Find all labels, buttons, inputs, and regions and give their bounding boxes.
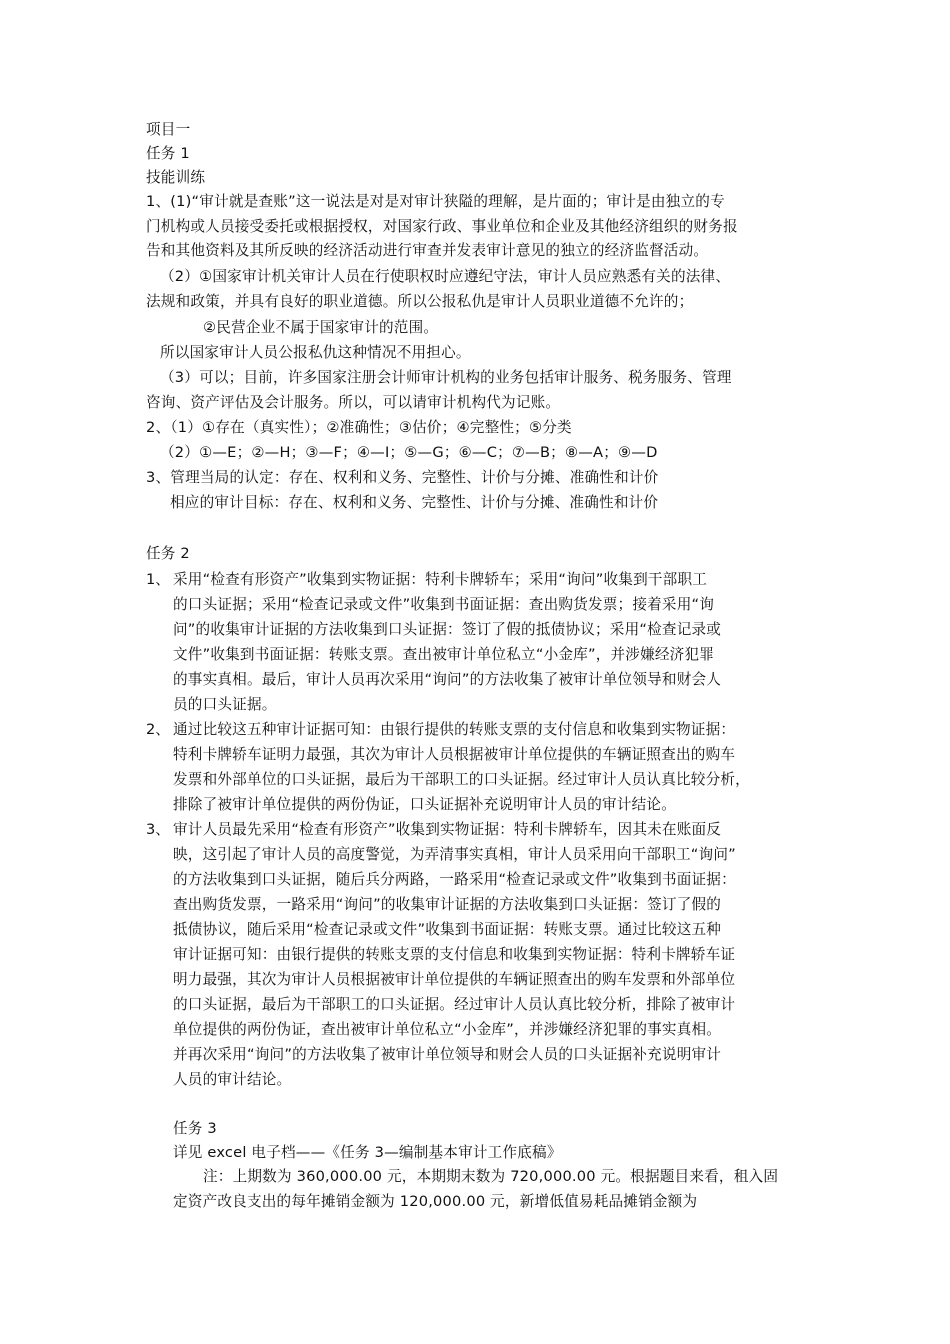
task2-item-number: 3、 [146, 821, 170, 838]
task2-item-line: 审计人员最先采用“检查有形资产”收集到实物证据：特利卡牌轿车，因其未在账面反 [173, 821, 722, 838]
task2-item-line: 审计证据可知：由银行提供的转账支票的支付信息和收集到实物证据：特利卡牌轿车证 [173, 946, 736, 963]
task3-title: 任务 3 [173, 1120, 217, 1137]
task2-item-line: 问”的收集审计证据的方法收集到口头证据：签订了假的抵债协议；采用“检查记录或 [173, 621, 722, 638]
document-heading: 项目一 [146, 121, 191, 138]
task1-line: （2）①国家审计机关审计人员在行使职权时应遵纪守法，审计人员应熟悉有关的法律、 [160, 268, 731, 285]
task1-title: 任务 1 [146, 145, 190, 162]
task1-line: 所以国家审计人员公报私仇这种情况不用担心。 [160, 344, 471, 361]
task2-item-line: 文件”收集到书面证据：转账支票。查出被审计单位私立“小金库”，并涉嫌经济犯罪 [173, 646, 715, 663]
task1-line: （2）①—E；②—H；③—F；④—I；⑤—G；⑥—C；⑦—B；⑧—A；⑨—D [160, 444, 658, 461]
task1-line: ②民营企业不属于国家审计的范围。 [203, 319, 439, 336]
task2-item-line: 单位提供的两份伪证，查出被审计单位私立“小金库”，并涉嫌经济犯罪的事实真相。 [173, 1021, 722, 1038]
task2-item-line: 明力最强，其次为审计人员根据被审计单位提供的车辆证照查出的购车发票和外部单位 [173, 971, 736, 988]
task1-line: 告和其他资料及其所反映的经济活动进行审查并发表审计意见的独立的经济监督活动。 [146, 242, 709, 259]
task2-item-line: 排除了被审计单位提供的两份伪证，口头证据补充说明审计人员的审计结论。 [173, 796, 676, 813]
task2-item-line: 映，这引起了审计人员的高度警觉，为弄清事实真相，审计人员采用向干部职工“询问” [173, 846, 736, 863]
task3-line: 详见 excel 电子档——《任务 3—编制基本审计工作底稿》 [173, 1144, 562, 1161]
task2-item-line: 人员的审计结论。 [173, 1071, 292, 1088]
task2-item-line: 的口头证据；采用“检查记录或文件”收集到书面证据：查出购货发票；接着采用“询 [173, 596, 715, 613]
task2-item-number: 1、 [146, 571, 170, 588]
task2-item-line: 的方法收集到口头证据，随后兵分两路，一路采用“检查记录或文件”收集到书面证据： [173, 871, 736, 888]
task2-item-line: 发票和外部单位的口头证据，最后为干部职工的口头证据。经过审计人员认真比较分析， [173, 771, 750, 788]
task1-line: 法规和政策，并具有良好的职业道德。所以公报私仇是审计人员职业道德不允许的； [146, 293, 694, 310]
task1-line: 2、（1）①存在（真实性）；②准确性；③估价；④完整性；⑤分类 [146, 419, 572, 436]
task1-line: 3、管理当局的认定：存在、权利和义务、完整性、计价与分摊、准确性和计价 [146, 469, 659, 486]
task1-line: 门机构或人员接受委托或根据授权，对国家行政、事业单位和企业及其他经济组织的财务报 [146, 218, 738, 235]
task1-line: （3）可以；目前，许多国家注册会计师审计机构的业务包括审计服务、税务服务、管理 [160, 369, 732, 386]
task1-line: 咨询、资产评估及会计服务。所以，可以请审计机构代为记账。 [146, 394, 561, 411]
task2-item-line: 抵债协议，随后采用“检查记录或文件”收集到书面证据：转账支票。通过比较这五种 [173, 921, 722, 938]
task2-item-line: 员的口头证据。 [173, 696, 277, 713]
task3-line: 注：上期数为 360,000.00 元，本期期末数为 720,000.00 元。根据题目来看，租入固 [203, 1168, 779, 1185]
task2-item-line: 特利卡牌轿车证明力最强，其次为审计人员根据被审计单位提供的车辆证照查出的购车 [173, 746, 736, 763]
task2-title: 任务 2 [146, 545, 190, 562]
task1-line: 相应的审计目标：存在、权利和义务、完整性、计价与分摊、准确性和计价 [170, 494, 659, 511]
task2-item-number: 2、 [146, 721, 170, 738]
task2-item-line: 的事实真相。最后，审计人员再次采用“询问”的方法收集了被审计单位领导和财会人 [173, 671, 722, 688]
task2-item-line: 的口头证据，最后为干部职工的口头证据。经过审计人员认真比较分析，排除了被审计 [173, 996, 736, 1013]
task2-item-line: 查出购货发票，一路采用“询问”的收集审计证据的方法收集到口头证据：签订了假的 [173, 896, 722, 913]
task2-item-line: 并再次采用“询问”的方法收集了被审计单位领导和财会人员的口头证据补充说明审计 [173, 1046, 722, 1063]
task1-subtitle: 技能训练 [146, 169, 206, 186]
task3-line: 定资产改良支出的每年摊销金额为 120,000.00 元，新增低值易耗品摊销金额为 [173, 1193, 698, 1210]
task2-item-line: 通过比较这五种审计证据可知：由银行提供的转账支票的支付信息和收集到实物证据： [173, 721, 736, 738]
task2-item-line: 采用“检查有形资产”收集到实物证据：特利卡牌轿车；采用“询问”收集到干部职工 [173, 571, 708, 588]
task1-line: 1、(1)“审计就是查账”这一说法是对是对审计狭隘的理解，是片面的；审计是由独立的专 [146, 193, 725, 210]
